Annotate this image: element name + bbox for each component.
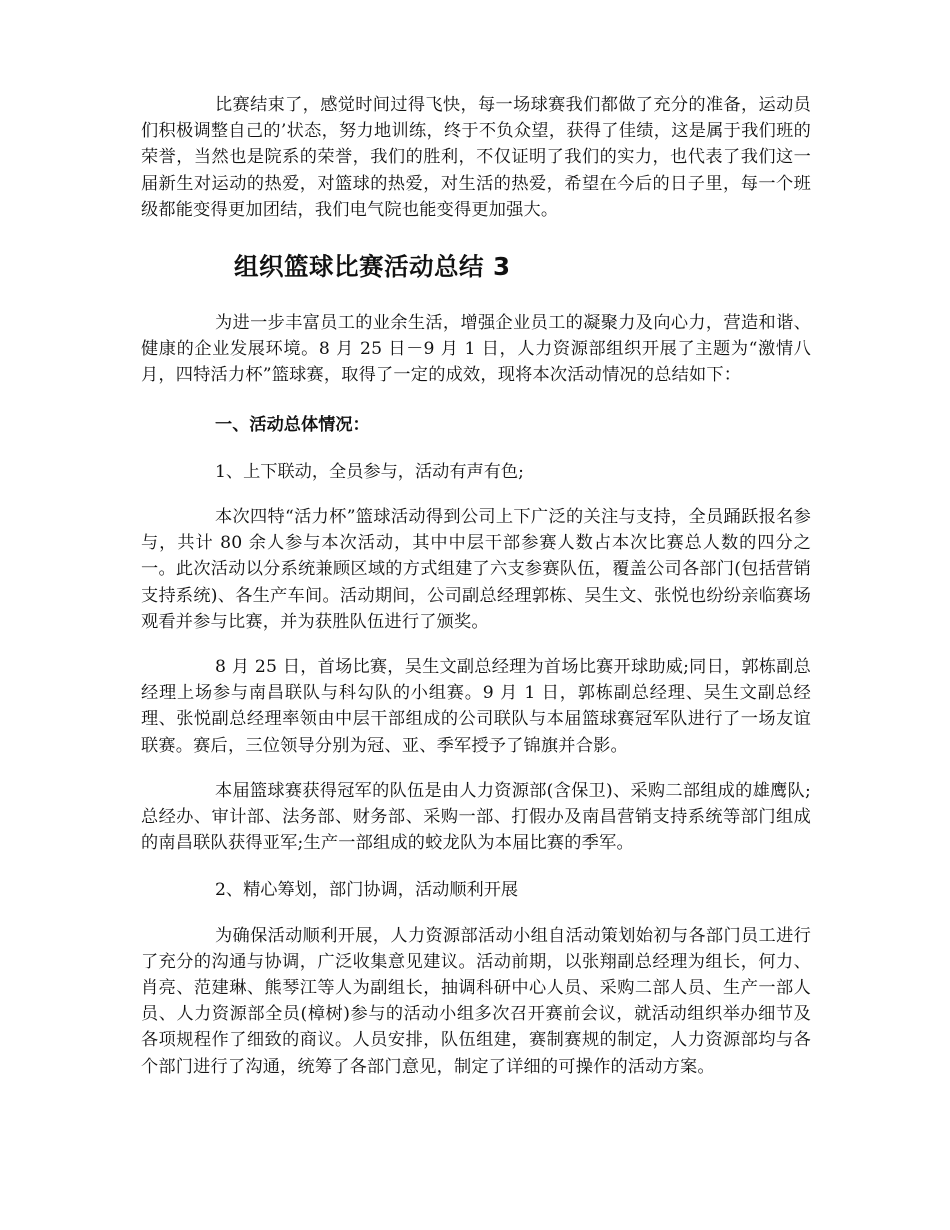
paragraph-1: 为进一步丰富员工的业余生活，增强企业员工的凝聚力及向心力，营造和谐、健康的企业发展环境。8 月 25 日－9 月 1 日，人力资源部组织开展了主题为“激情八月，四特活力杯”篮球赛，取得了一定的成效，现将本次活动情况的总结如下： bbox=[141, 313, 811, 386]
paragraph-4: 本届篮球赛获得冠军的队伍是由人力资源部(含保卫)、采购二部组成的雄鹰队;总经办、审计部、法务部、财务部、采购一部、打假办及南昌营销支持系统等部门组成的南昌联队获得亚军;生产一部组成的蛟龙队为本届比赛的季军。 bbox=[141, 780, 811, 854]
section-1-heading: 一、活动总体情况： bbox=[215, 414, 370, 435]
intro-paragraph: 比赛结束了，感觉时间过得飞快，每一场球赛我们都做了充分的准备，运动员们积极调整自己的’状态，努力地训练，终于不负众望，获得了佳绩，这是属于我们班的荣誉，当然也是院系的荣誉，我们的胜利，不仅证明了我们的实力，也代表了我们这一届新生对运动的热爱，对篮球的热爱，对生活的热爱，希望在今后的日子里，每一个班级都能变得更加团结，我们电气院也能变得更加强大。 bbox=[141, 95, 811, 220]
item-1: 1、上下联动，全员参与，活动有声有色; bbox=[215, 461, 524, 482]
document-title: 组织篮球比赛活动总结 3 bbox=[234, 252, 511, 282]
paragraph-2: 本次四特“活力杯”篮球活动得到公司上下广泛的关注与支持，全员踊跃报名参与，共计 80 余人参与本次活动，其中中层干部参赛人数占本次比赛总人数的四分之一。此次活动以分系统兼顾区域的方式组建了六支参赛队伍，覆盖公司各部门(包括营销支持系统)、各生产车间。活动期间，公司副总经理郭栋、吴生文、张悦也纷纷亲临赛场观看并参与比赛，并为获胜队伍进行了颁奖。 bbox=[141, 507, 811, 632]
item-2: 2、精心筹划，部门协调，活动顺利开展 bbox=[215, 880, 519, 901]
document-page bbox=[141, 92, 811, 1080]
paragraph-3: 8 月 25 日，首场比赛，吴生文副总经理为首场比赛开球助威;同日，郭栋副总经理上场参与南昌联队与科勾队的小组赛。9 月 1 日，郭栋副总经理、吴生文副总经理、张悦副总经理率领由中层干部组成的公司联队与本届篮球赛冠军队进行了一场友谊联赛。赛后，三位领导分别为冠、亚、季军授予了锦旗并合影。 bbox=[141, 657, 811, 756]
paragraph-5: 为确保活动顺利开展，人力资源部活动小组自活动策划始初与各部门员工进行了充分的沟通与协调，广泛收集意见建议。活动前期，以张翔副总经理为组长，何力、肖亮、范建琳、熊琴江等人为副组长，抽调科研中心人员、采购二部人员、生产一部人员、人力资源部全员(樟树)参与的活动小组多次召开赛前会议，就活动组织举办细节及各项规程作了细致的商议。人员安排，队伍组建，赛制赛规的制定，人力资源部均与各个部门进行了沟通，统筹了各部门意见，制定了详细的可操作的活动方案。 bbox=[141, 925, 811, 1077]
